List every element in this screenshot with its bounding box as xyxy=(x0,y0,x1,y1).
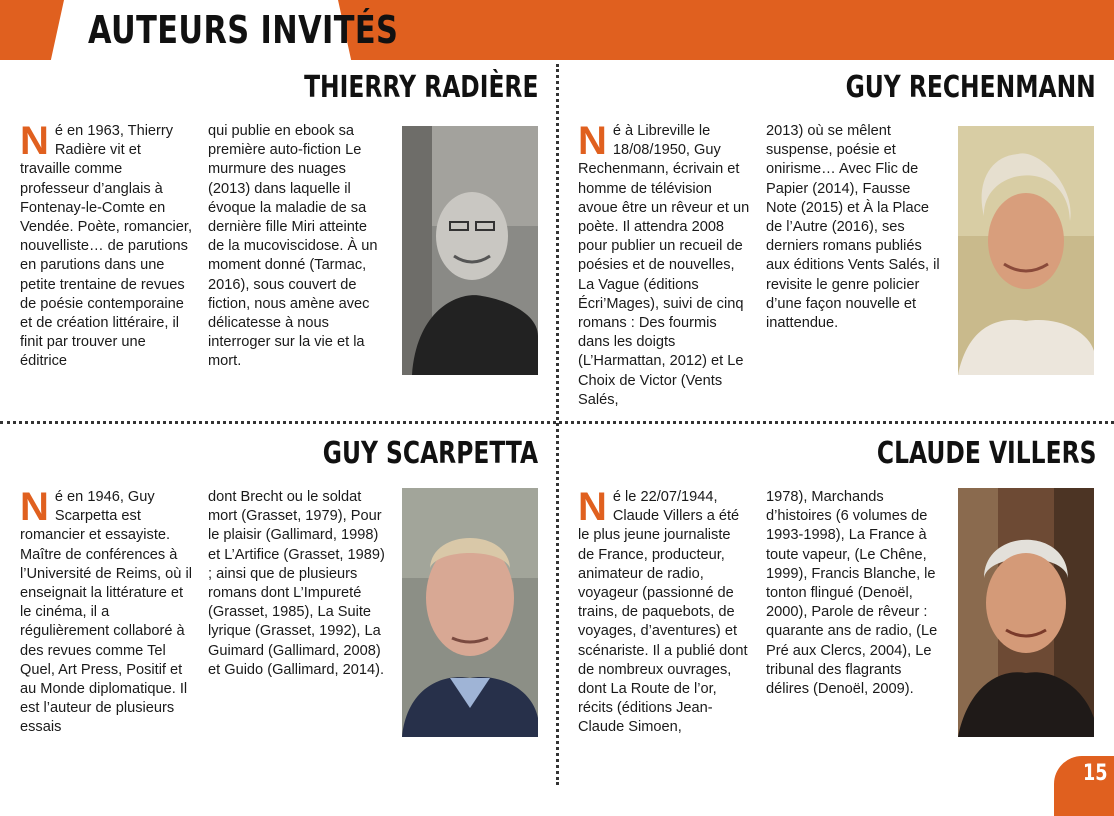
drop-cap: N xyxy=(578,119,607,163)
author-photo xyxy=(958,488,1094,737)
author-name: GUY RECHENMANN xyxy=(845,70,1096,105)
bio-text: é le 22/07/1944, Claude Villers a été le plus jeune journaliste de France, producteur, animateur de radio, voyageur (passionné de trains, de paquebots, de voyages, d’aventures) et scénariste. Il a publié dont de nombreux ouvrages, dont La Route de l’or, récits (éditions Jean-Claude Simoen, xyxy=(578,489,748,736)
bio-text: qui publie en ebook sa première auto-fiction Le murmure des nuages (2013) dans laquelle il évoque la maladie de sa dernière fille Miri atteinte de la mucoviscidose. À un moment donné (Tarmac, 2016), sous couvert de fiction, nous amène avec délicatesse à nous interroger sur la vie et la mort. xyxy=(208,123,378,370)
drop-cap: N xyxy=(20,485,49,529)
author-section-rechenmann xyxy=(558,70,1114,430)
bio-text: é en 1963, Thierry Radière vit et travaille comme professeur d’anglais à Fontenay-le-Comte en Vendée. Poète, romancier, nouvelliste… de parutions en parutions dans une petite trentaine de revues de poésie contemporaine et de création littéraire, il finit par trouver une éditrice xyxy=(20,123,192,370)
bio-column-2 xyxy=(208,488,386,680)
author-section-scarpetta xyxy=(0,436,558,796)
bio-column-1 xyxy=(578,119,750,410)
bio-text: 1978), Marchands d’histoires (6 volumes de 1993-1998), La France à toute vapeur, (Le Chêne, 1999), Francis Blanche, le tonton flingué (Denoël, 2000), Parole de rêveur : quarante ans de radio, (Le Pré aux Clercs, 2004), Le tribunal des flagrants délires (Denoël, 2009). xyxy=(766,489,938,698)
page-title: AUTEURS INVITÉS xyxy=(88,8,399,52)
author-name: GUY SCARPETTA xyxy=(322,436,538,471)
author-photo xyxy=(402,488,538,737)
bio-column-2 xyxy=(208,122,386,372)
bio-column-1 xyxy=(578,485,750,738)
drop-cap: N xyxy=(20,119,49,163)
author-name: CLAUDE VILLERS xyxy=(876,436,1096,471)
bio-column-2 xyxy=(766,122,944,333)
bio-text: é en 1946, Guy Scarpetta est romancier et essayiste. Maître de conférences à l’Université de Reims, où il enseignait la littérature et le cinéma, il a régulièrement collaboré à des revues comme Tel Quel, Art Press, Positif et au Monde diplomatique. Il est l’auteur de plusieurs essais xyxy=(20,489,192,736)
author-name: THIERRY RADIÈRE xyxy=(303,70,538,105)
page-number-badge xyxy=(1054,756,1114,816)
bio-text: 2013) où se mêlent suspense, poésie et onirisme… Avec Flic de Papier (2014), Fausse Note (2015) et À la Place de l’Autre (2016), ses derniers romans publiés aux éditions Vents Salés, il revisite le genre policier d’une façon nouvelle et inattendue. xyxy=(766,123,940,332)
bio-text: é à Libreville le 18/08/1950, Guy Rechenmann, écrivain et homme de télévision avoue être un rêveur et un poète. Il attendra 2008 pour publier un recueil de poésies et de nouvelles, La Vague (éditions Écri’Mages), suivi de cinq romans : Des fourmis dans les doigts (L’Harmattan, 2012) et Le Choix de Victor (Vents Salés, xyxy=(578,123,750,408)
bio-text: dont Brecht ou le soldat mort (Grasset, 1979), Pour le plaisir (Gallimard, 1998) et L’Artifice (Grasset, 1989) ; ainsi que de plusieurs romans dont L’Impureté (Grasset, 1985), La Suite lyrique (Grasset, 1992), La Guimard (Gallimard, 2008) et Guido (Gallimard, 2014). xyxy=(208,489,385,678)
author-photo xyxy=(958,126,1094,375)
author-section-radiere xyxy=(0,70,558,430)
bio-column-1 xyxy=(20,485,192,738)
author-photo xyxy=(402,126,538,375)
author-section-villers xyxy=(558,436,1114,796)
bio-column-1 xyxy=(20,119,192,372)
bio-column-2 xyxy=(766,488,944,699)
drop-cap: N xyxy=(578,485,607,529)
page-number: 15 xyxy=(1083,761,1108,786)
